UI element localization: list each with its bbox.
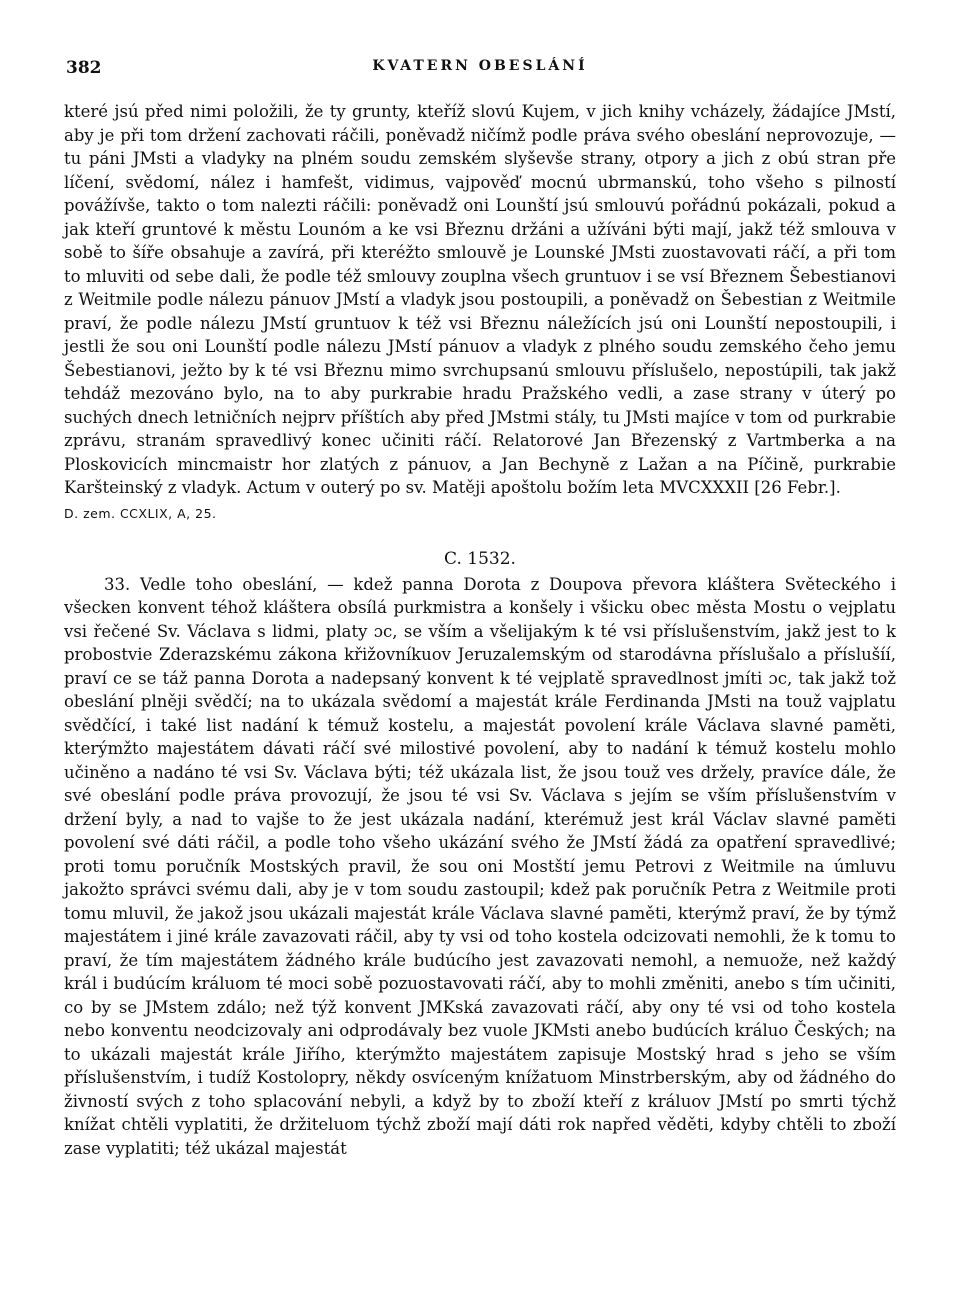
paragraph-entry-33: 33. Vedle toho obeslání, — kdež panna Dorota z Doupova převora kláštera Světeckého i všecken konvent téhož kláštera obsílá purkmistra a konšely i všicku obec města Mostu o vejplatu vsi řečené Sv. Václava s lidmi, platy ɔc, se vším a všelijakým k té vsi příslušenstvím, jakž jest to k probostvie Zderazskému zákona křižovníkuov Jeruzalemským od starodávna příslušalo a příslušíí, praví ce se táž panna Dorota a nadepsaný konvent k té vejplatě spravedlnost jmíti ɔc, tak jakž tož obeslání plněji svědčí; na to ukázala svědomí a majestát krále Ferdinanda JMsti na touž vajplatu svědčící, i také list nadání k témuž kostelu, a majestát povolení krále Václava slavné paměti, kterýmžto majestátem dávati ráčí své milostivé povolení, aby to nadání k témuž kostelu mohlo učiněno a nadáno té vsi Sv. Václava býti; též ukázala list, že jsou touž ves držely, pravíce dále, že své obeslání podle práva provozují, že jsou té vsi Sv. Václava s jejím se vším příslušenstvím v držení byly, a nad to vajše to že jest ukázala nadání, kterémuž jest král Václav slavné paměti povolení své dáti ráčil, a podle toho všeho ukázání svého že JMstí žádá za opatření spravedlivé; proti tomu poručník Mostských pravil, že sou oni Mostští jemu Petrovi z Weitmile na úmluvu jakožto správci svému dali, aby je v tom soudu zastoupil; kdež pak poručník Petra z Weitmile proti tomu mluvil, že jakož jsou ukázali majestát krále Václava slavné paměti, kterýmž praví, že by týmž majestátem i jiné krále zavazovati ráčil, aby ty vsi od toho kostela odcizovati nemohli, že k tomu to praví, že tím majestátem žádného krále budúcího jest zavazovati nemohl, a nemuože, než každý král i budúcím králuom té moci sobě pozuostavovati ráčí, aby to mohli změniti, anebo s tím učiniti, co by se JMstem zdálo; než týž konvent JMKská zavazovati ráčí, aby ony té vsi od toho kostela nebo konventu neodcizovaly ani odprodávaly bez vuole JKMsti anebo budúcích králuo Českých; na to ukázali majestát krále Jiřího, kterýmžto majestátem zapisuje Mostský hrad s jeho se vším příslušenstvím, i tudíž Kostolopry, někdy osvíceným knížatuom Minstrberským, aby od žádného do živností svých z toho splacování nebyli, a když by to zboží kteří z králuov JMstí po smrti týchž knížat chtěli vyplatiti, že držiteluom týchž zboží mají dáti rok napřed věděti, kdyby chtěli to zboží zase vyplatiti; též ukázal majestát xyxy=(64,574,896,1158)
page-number: 382 xyxy=(66,58,102,78)
paragraph-continuation: které jsú před nimi položili, že ty grunty, kteříž slovú Kujem, v jich knihy vcházely, žádajíce JMstí, aby je při tom držení zachovati ráčili, poněvadž ničímž podle práva svého obeslání neprovozuje, — tu páni JMsti a vladyky na plném soudu zemském slyševše strany, otpory a jich z obú stran pře líčení, svědomí, nález i hamfešt, vidimus, vajpověď mocnú ubrmanskú, toho všeho s pilností povážívše, takto o tom nalezti ráčili: poněvadž oni Lounští jsú smlouvú pořádnú pokázali, pokud a jak kteří gruntové k městu Lounóm a ke vsi Březnu držáni a užíváni býti mají, jakž též smlouva v sobě to šíře obsahuje a zavírá, při kteréžto smlouvě je Lounské JMsti zuostavovati ráčí, a při tom to mluviti od sebe dali, že podle též smlouvy zouplna všech gruntuov i se vsí Březnem Šebestianovi z Weitmile podle nálezu pánuov JMstí a vladyk jsou postoupili, a poněvadž on Šebestian z Weitmile praví, že podle nálezu JMstí gruntuov k též vsi Březnu náležících jsú oni Lounští nepostoupili, i jestli že sou oni Lounští podle nálezu JMstí pánuov a vladyk z plného soudu zemského čeho jemu Šebestianovi, ježto by k té vsi Březnu mimo svrchupsanú smlouvu příslušelo, nepostúpili, tak jakž tehdáž mezováno bylo, na to aby purkrabie hradu Pražského vedli, a zase strany v úterý po suchých dnech letničních nejprv příštích aby před JMstmi stály, tu JMsti majíce v tom od purkrabie zprávu, stranám spravedlivý konec učiniti ráčí. Relatorové Jan Březenský z Vartmberka a na Ploskovicích mincmaistr hor zlatých z pánuov, a Jan Bechyně z Lažan a na Píčině, purkrabie Karšteinský z vladyk. Actum v outerý po sv. Matěji apoštolu božím leta MVCXXXII [26 Febr.]. xyxy=(64,102,896,497)
source-citation: D. zem. CCXLIX, A, 25. xyxy=(64,505,217,521)
running-title: KVATERN OBESLÁNÍ xyxy=(372,58,588,74)
entry-date-heading: C. 1532. xyxy=(444,548,516,569)
page-header xyxy=(64,56,896,96)
